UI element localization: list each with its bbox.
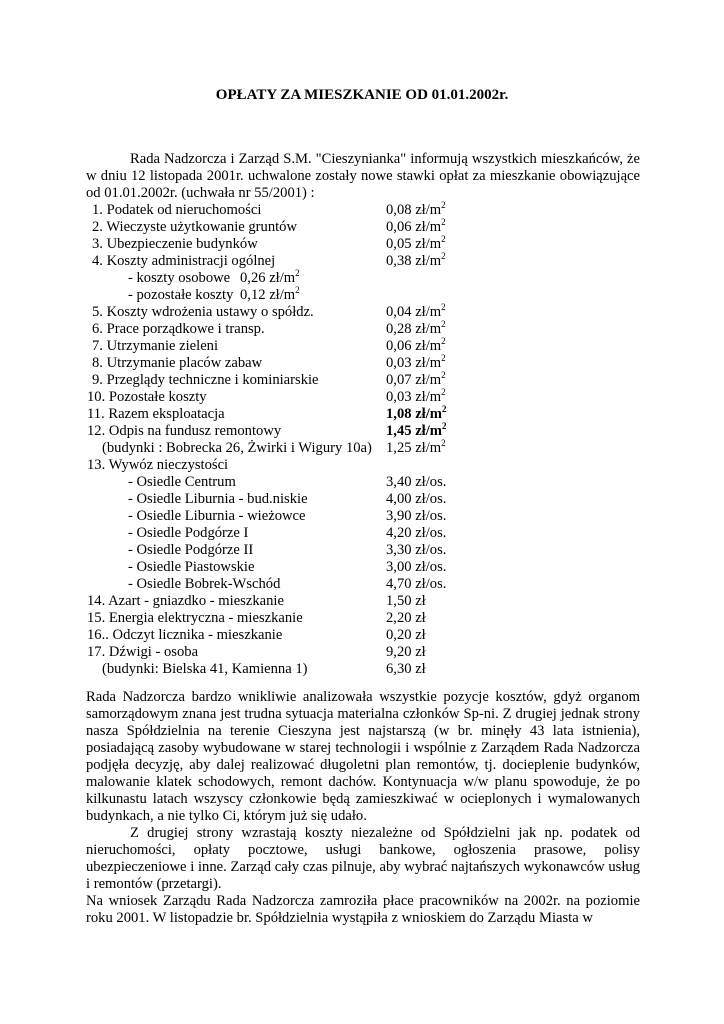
fee-sublabel: - Osiedle Centrum: [128, 474, 236, 490]
fee-label: 5. Koszty wdrożenia ustawy o spółdz.: [92, 304, 314, 320]
fee-value: 0,06 $zł/m^2$: [386, 217, 446, 235]
fee-label: 12. Odpis na fundusz remontowy: [87, 423, 282, 439]
fee-value: 0,38 $zł/m^2$: [386, 251, 446, 269]
fee-subvalue: 0,12 $zł/m^2$: [240, 285, 300, 303]
fee-label: 16.. Odczyt licznika - mieszkanie: [87, 627, 283, 643]
explanation-paragraph-3: Na wniosek Zarządu Rada Nadzorcza zamroziła płace pracowników na 2002r. na poziomie roku 2001. W listopadzie br. Spółdzielnia wystąpiła z wnioskiem do Zarządu Miasta w: [86, 893, 640, 926]
fee-subvalue: 0,26 $zł/m^2$: [240, 268, 300, 286]
fee-label: 3. Ubezpieczenie budynków: [92, 236, 258, 252]
fee-row: [0, 253, 724, 270]
fee-label: (budynki : Bobrecka 26, Żwirki i Wigury 10a): [102, 440, 372, 456]
fee-row: [0, 338, 724, 355]
intro-paragraph: [86, 151, 640, 202]
fee-label: 6. Prace porządkowe i transp.: [92, 321, 265, 337]
fee-row: [0, 372, 724, 389]
fee-row: [0, 440, 724, 457]
fee-row: [0, 236, 724, 253]
fee-row: [0, 610, 724, 627]
fee-row: [0, 355, 724, 372]
fee-row: [0, 627, 724, 644]
page-title: OPŁATY ZA MIESZKANIE OD 01.01.2002r.: [215, 87, 509, 103]
fee-value: 0,04 $zł/m^2$: [386, 302, 446, 320]
fee-value: 3,30 zł/os.: [386, 542, 447, 558]
fee-subrow: [0, 491, 724, 508]
fee-label: 15. Energia elektryczna - mieszkanie: [87, 610, 303, 626]
fee-subrow: [0, 508, 724, 525]
fee-label: 9. Przeglądy techniczne i kominiarskie: [92, 372, 319, 388]
fee-value: 3,90 zł/os.: [386, 508, 447, 524]
fee-label: 10. Pozostałe koszty: [87, 389, 207, 405]
fee-subrow: [0, 542, 724, 559]
fee-value: 3,00 zł/os.: [386, 559, 447, 575]
fee-sublabel: - Osiedle Piastowskie: [128, 559, 255, 575]
fee-value: 0,20 zł: [386, 627, 426, 643]
fee-row: [0, 644, 724, 661]
fee-row-total: [0, 406, 724, 423]
fee-sublabel: - Osiedle Bobrek-Wschód: [128, 576, 281, 592]
fee-row: [0, 304, 724, 321]
fee-value: 1,08 $zł/m^2$: [386, 404, 447, 422]
fee-value: 6,30 zł: [386, 661, 426, 677]
fee-subrow: [0, 576, 724, 593]
fee-subrow: [0, 270, 724, 287]
fee-subrow: [0, 287, 724, 304]
fee-label: 2. Wieczyste użytkowanie gruntów: [92, 219, 298, 235]
fee-value: 1,25 $zł/m^2$: [386, 438, 446, 456]
fee-label: (budynki: Bielska 41, Kamienna 1): [102, 661, 308, 677]
fee-value: 0,08 $zł/m^2$: [386, 200, 446, 218]
fee-label: 11. Razem eksploatacja: [87, 406, 225, 422]
fee-value: 0,28 $zł/m^2$: [386, 319, 446, 337]
fee-row: [0, 593, 724, 610]
fee-sublabel: - koszty osobowe: [128, 270, 231, 286]
fee-value: 0,05 $zł/m^2$: [386, 234, 446, 252]
fee-subrow: [0, 559, 724, 576]
fee-value: 0,03 $zł/m^2$: [386, 353, 446, 371]
fee-value: 0,07 $zł/m^2$: [386, 370, 446, 388]
fee-sublabel: - pozostałe koszty: [128, 287, 234, 303]
fee-value: 1,50 zł: [386, 593, 426, 609]
fee-row: [0, 202, 724, 219]
fee-row: [0, 389, 724, 406]
fee-value: 3,40 zł/os.: [386, 474, 447, 490]
fee-value: 2,20 zł: [386, 610, 426, 626]
fee-value: 9,20 zł: [386, 644, 426, 660]
fee-label: 7. Utrzymanie zieleni: [92, 338, 219, 354]
fee-list: [0, 202, 724, 678]
fee-subrow: [0, 474, 724, 491]
fee-label: 1. Podatek od nieruchomości: [92, 202, 262, 218]
fee-label: 17. Dźwigi - osoba: [87, 644, 199, 660]
explanation-paragraph-1: Rada Nadzorcza bardzo wnikliwie analizowała wszystkie pozycje kosztów, gdyż organom samorządowym znana jest trudna sytuacja materialna członków Sp-ni. Z drugiej jednak strony nasza Spółdzielnia na terenie Cieszyna jest najstarszą (w br. minęły 43 lata istnienia), posiadającą zasoby wybudowane w starej technologii i wspólnie z Zarządem Rada Nadzorcza podjęła decyzję, aby dalej realizować długoletni plan remontów, tj. docieplenie budynków, malowanie klatek schodowych, remont dachów. Kontynuacja w/w planu spowoduje, że po kilkunastu latach wszyscy członkowie będą zamieszkiwać w ocieplonych i wymalowanych budynkach, a nie tylko Ci, którym już się udało.: [86, 689, 640, 824]
fee-row: [0, 457, 724, 474]
fee-value: 4,00 zł/os.: [386, 491, 447, 507]
fee-row: [0, 321, 724, 338]
fee-label: 14. Azart - gniazdko - mieszkanie: [87, 593, 284, 609]
fee-subrow: [0, 525, 724, 542]
fee-row-repair-fund: [0, 423, 724, 440]
fee-value: 0,06 $zł/m^2$: [386, 336, 446, 354]
fee-value: 4,70 zł/os.: [386, 576, 447, 592]
explanation-paragraph-2: Z drugiej strony wzrastają koszty niezależne od Spółdzielni jak np. podatek od nieruchomości, opłaty pocztowe, usługi bankowe, ogłoszenia prasowe, polisy ubezpieczeniowe i inne. Zarząd cały czas pilnuje, aby wybrać najtańszych wykonawców usług i remontów (przetargi).: [86, 825, 640, 892]
fee-value: 0,03 $zł/m^2$: [386, 387, 446, 405]
fee-label: 8. Utrzymanie placów zabaw: [92, 355, 263, 371]
fee-value: 4,20 zł/os.: [386, 525, 447, 541]
fee-sublabel: - Osiedle Podgórze II: [128, 542, 254, 558]
fee-value: 1,45 $zł/m^2$: [386, 421, 447, 439]
fee-row: [0, 661, 724, 678]
fee-sublabel: - Osiedle Liburnia - bud.niskie: [128, 491, 308, 507]
fee-sublabel: - Osiedle Liburnia - wieżowce: [128, 508, 306, 524]
fee-label: 13. Wywóz nieczystości: [87, 457, 229, 473]
fee-row: [0, 219, 724, 236]
intro-text: Rada Nadzorcza i Zarząd S.M. "Cieszynianka" informują wszystkich mieszkańców, że w dniu 12 listopada 2001r. uchwalone zostały nowe stawki opłat za mieszkanie obowiązujące od 01.01.2002r. (uchwała nr 55/2001) :: [86, 151, 640, 201]
fee-sublabel: - Osiedle Podgórze I: [128, 525, 249, 541]
fee-label: 4. Koszty administracji ogólnej: [92, 253, 276, 269]
